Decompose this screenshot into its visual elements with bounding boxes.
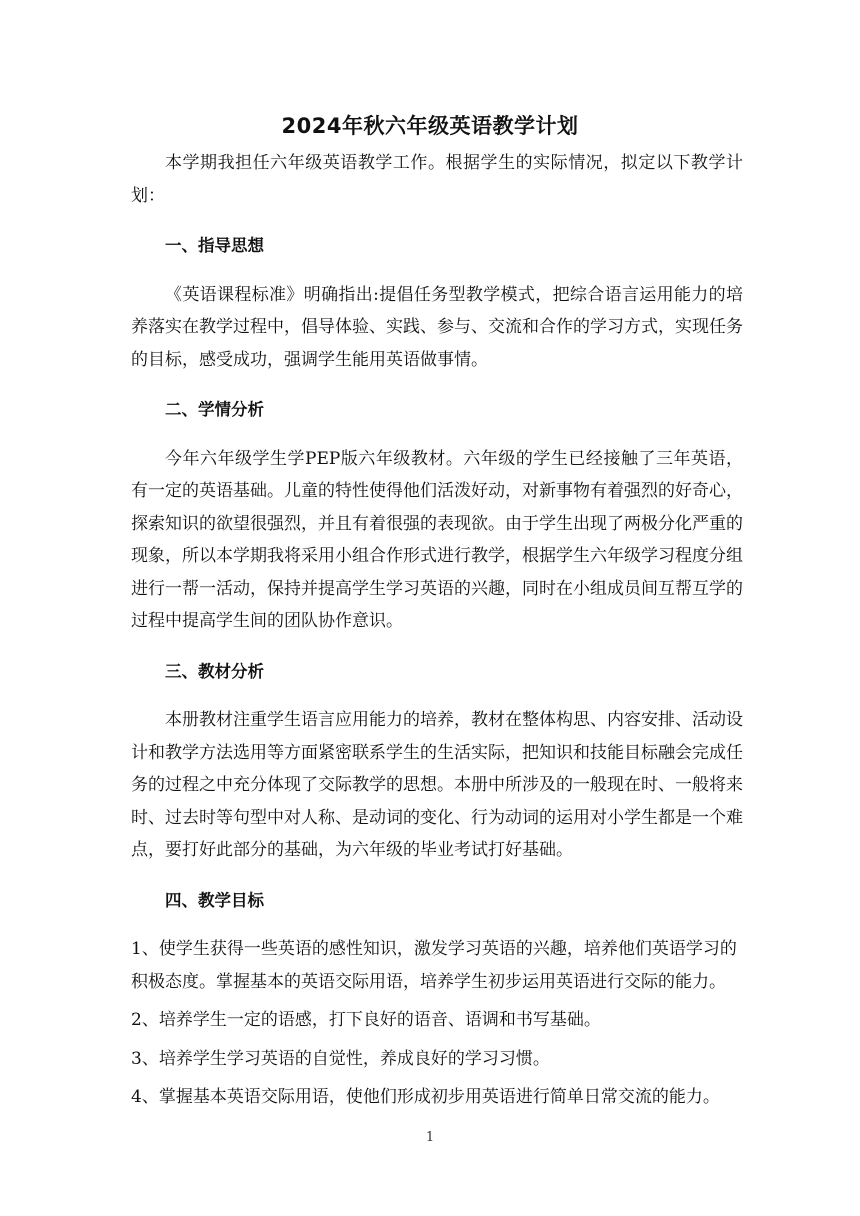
- teaching-goals-list: [131, 933, 743, 1114]
- page-title: 2024年秋六年级英语教学计划: [281, 114, 579, 138]
- section-heading-textbook-analysis: 三、教材分析: [165, 661, 264, 681]
- section-paragraph-student-analysis: 今年六年级学生学PEP版六年级教材。六年级的学生已经接触了三年英语，有一定的英语基础。儿童的特性使得他们活泼好动，对新事物有着强烈的好奇心，探索知识的欲望很强烈，并且有着很强的表现欲。由于学生出现了两极分化严重的现象，所以本学期我将采用小组合作形式进行教学，根据学生六年级学习程度分组进行一帮一活动，保持并提高学生学习英语的兴趣，同时在小组成员间互帮互学的过程中提高学生间的团队协作意识。: [131, 448, 743, 631]
- list-item: 1、使学生获得一些英语的感性知识，激发学习英语的兴趣，培养他们英语学习的积极态度。掌握基本的英语交际用语，培养学生初步运用英语进行交际的能力。: [131, 939, 737, 992]
- document-body: [131, 147, 743, 1114]
- section-paragraph-textbook-analysis: 本册教材注重学生语言应用能力的培养，教材在整体构思、内容安排、活动设计和教学方法选用等方面紧密联系学生的生活实际，把知识和技能目标融会完成任务的过程之中充分体现了交际教学的思想。本册中所涉及的一般现在时、一般将来时、过去时等句型中对人称、是动词的变化、行为动词的运用对小学生都是一个难点，要打好此部分的基础，为六年级的毕业考试打好基础。: [131, 710, 743, 860]
- section-paragraph-guiding-ideology: 《英语课程标准》明确指出:提倡任务型教学模式，把综合语言运用能力的培养落实在教学过程中，倡导体验、实践、参与、交流和合作的学习方式，实现任务的目标，感受成功，强调学生能用英语做事情。: [131, 284, 743, 370]
- section-heading-student-analysis: 二、学情分析: [165, 400, 264, 419]
- section-heading-guiding-ideology: 一、指导思想: [165, 236, 264, 255]
- intro-paragraph: 本学期我担任六年级英语教学工作。根据学生的实际情况，拟定以下教学计划：: [131, 153, 743, 206]
- list-item: 2、培养学生一定的语感，打下良好的语音、语调和书写基础。: [131, 1010, 601, 1030]
- list-item: 3、培养学生学习英语的自觉性，养成良好的学习习惯。: [131, 1048, 550, 1069]
- page-number: 1: [425, 1130, 435, 1145]
- section-heading-teaching-goals: 四、教学目标: [165, 890, 264, 910]
- list-item: 4、掌握基本英语交际用语，使他们形成初步用英语进行简单日常交流的能力。: [131, 1087, 720, 1107]
